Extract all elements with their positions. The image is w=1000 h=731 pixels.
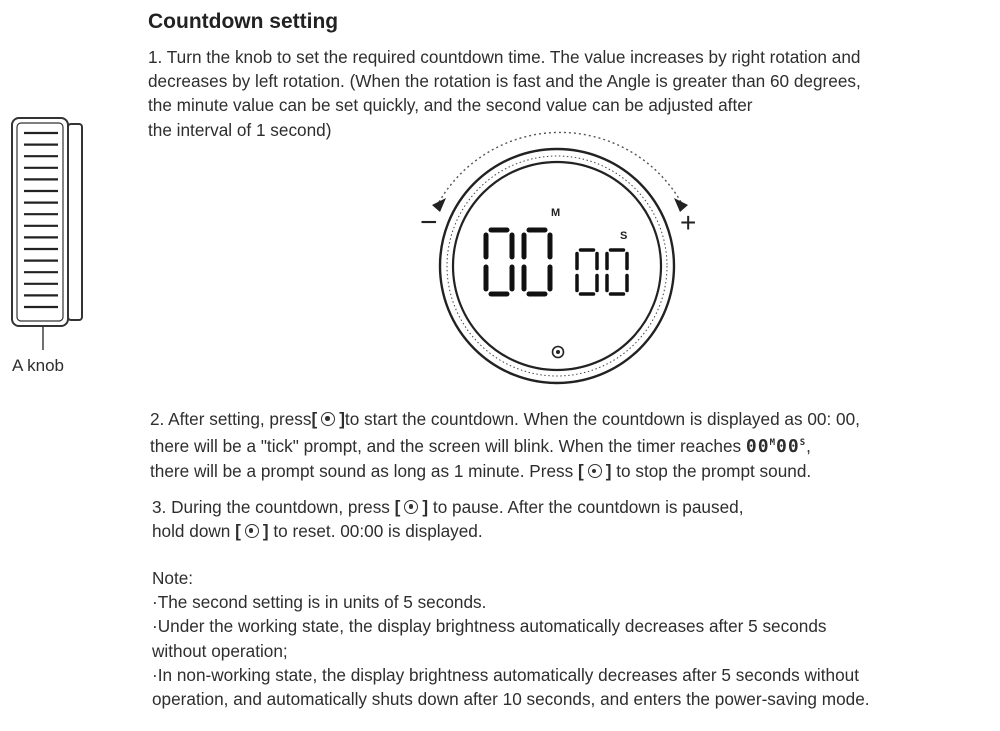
minute-marker: M [551, 207, 561, 219]
note-item-3-line-1: ·In non-working state, the display brightness automatically decreases after 5 seconds without [152, 664, 859, 685]
minus-sign: − [420, 206, 438, 239]
knob-illustration [12, 118, 82, 350]
step-2-line-3-end: to stop the prompt sound. [616, 461, 812, 482]
note-item-3-line-2: operation, and automatically shuts down after 10 seconds, and enters the power-saving mode. [152, 689, 870, 710]
note-item-1: ·The second setting is in units of 5 seconds. [152, 592, 487, 613]
note-item-2-line-2: without operation; [152, 640, 288, 661]
step-2-line-3-start: there will be a prompt sound as long as 1 minute. Press [150, 461, 574, 482]
target-icon [245, 524, 259, 538]
step-1-line-4: the interval of 1 second) [148, 119, 332, 140]
step-3-line-1-start: 3. During the countdown, press [152, 497, 390, 517]
step-2-line-1-start: 2. After setting, press [150, 409, 312, 429]
step-3-line-2-end: to reset. 00:00 is displayed. [273, 521, 483, 542]
step-1-line-3: the minute value can be set quickly, and the second value can be adjusted after [148, 95, 753, 116]
step-1-line-2: decreases by left rotation. (When the rotation is fast and the Angle is greater than 60 degrees, [148, 71, 861, 92]
second-marker: S [620, 230, 628, 242]
step-3-line-2-start: hold down [152, 521, 231, 542]
step-2-line-1: 2. After setting, press[ ]to start the countdown. When the countdown is displayed as 00: 00, [150, 409, 860, 429]
target-icon[interactable] [553, 347, 564, 358]
step-3-line-2: hold down [ ] to reset. 00:00 is displayed. [152, 521, 483, 542]
step-1-line-1: 1. Turn the knob to set the required countdown time. The value increases by right rotation and [148, 47, 861, 67]
section-title: Countdown setting [148, 10, 339, 33]
timer-reading: $00^M00^S$ [745, 436, 807, 458]
plus-sign: + [680, 207, 697, 238]
step-2-line-2-start: there will be a "tick" prompt, and the screen will blink. When the timer reaches [150, 436, 742, 457]
step-3-line-1-end: to pause. After the countdown is paused, [432, 497, 744, 517]
target-icon [588, 464, 602, 478]
note-block [152, 566, 870, 711]
step-3-text [152, 495, 743, 543]
note-item-2-line-1: ·Under the working state, the display brightness automatically decreases after 5 seconds [152, 616, 827, 637]
dial-illustration [420, 132, 696, 383]
note-title: Note: [152, 568, 194, 588]
step-2-line-3: there will be a prompt sound as long as 1 minute. Press [ ] to stop the prompt sound. [150, 461, 812, 482]
target-icon [321, 412, 335, 426]
knob-label: A knob [12, 356, 64, 375]
step-2-line-2 [150, 431, 860, 459]
target-icon [404, 500, 418, 514]
step-2-line-1-end: to start the countdown. When the countdown is displayed as 00: 00, [344, 409, 860, 429]
step-2-text [150, 407, 860, 484]
step-3-line-1: 3. During the countdown, press [ ] to pause. After the countdown is paused, [152, 497, 744, 517]
step-2-line-2-end: , [806, 436, 811, 457]
